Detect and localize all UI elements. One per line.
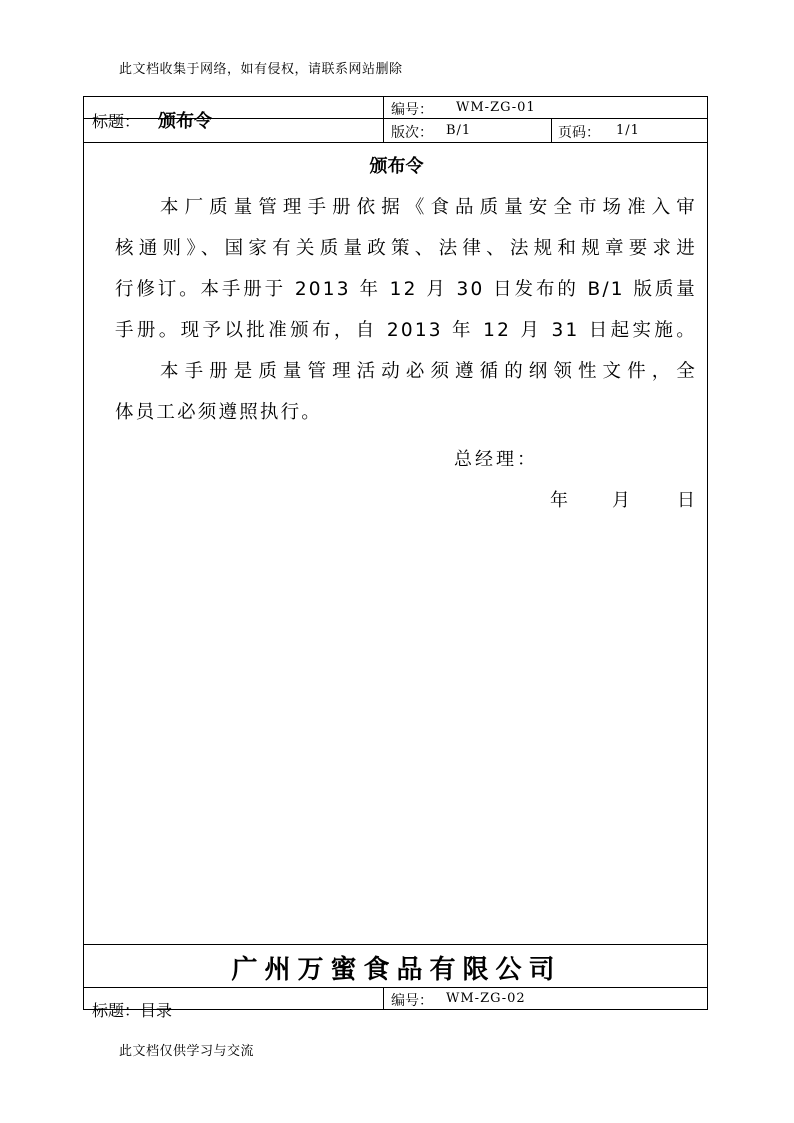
version-value: B/1 bbox=[446, 123, 472, 138]
code-value: WM-ZG-01 bbox=[456, 100, 536, 115]
date-year: 年 bbox=[550, 490, 571, 511]
next-code-label: 编号： bbox=[391, 993, 433, 1009]
paragraph-1-line: 行修订。本手册于 2013 年 12 月 30 日发布的 B/1 版质量 bbox=[115, 279, 697, 300]
footer-top-border bbox=[84, 944, 707, 945]
page-value: 1/1 bbox=[616, 123, 640, 138]
document-heading: 颁布令 bbox=[369, 156, 424, 177]
next-code-value: WM-ZG-02 bbox=[446, 991, 526, 1006]
version-label: 版次： bbox=[391, 125, 433, 141]
company-name: 广州万蜜食品有限公司 bbox=[231, 955, 562, 985]
paragraph-1-line: 本厂质量管理手册依据《食品质量安全市场准入审 bbox=[160, 197, 697, 218]
paragraph-1-line: 手册。现予以批准颁布，自 2013 年 12 月 31 日起实施。 bbox=[115, 320, 697, 341]
title-value: 颁布令 bbox=[158, 111, 212, 132]
code-label: 编号： bbox=[391, 102, 433, 118]
header-page-divider bbox=[551, 118, 552, 142]
header-bottom-border bbox=[84, 142, 707, 143]
paragraph-1-line: 核通则》、国家有关质量政策、法律、法规和规章要求进 bbox=[115, 238, 697, 259]
paragraph-1 bbox=[115, 187, 697, 351]
next-title-clip bbox=[84, 988, 383, 1020]
title-label: 标题： bbox=[92, 112, 141, 131]
next-title-partial: 标题：目录 bbox=[92, 1001, 173, 1020]
paragraph-2-line: 体员工必须遵照执行。 bbox=[115, 402, 323, 423]
header-column-divider bbox=[383, 97, 384, 142]
watermark-top: 此文档收集于网络，如有侵权，请联系网站删除 bbox=[119, 62, 403, 77]
next-header-column-divider bbox=[383, 987, 384, 1009]
date-month: 月 bbox=[612, 490, 633, 511]
paragraph-2-line: 本手册是质量管理活动必须遵循的纲领性文件，全 bbox=[160, 361, 697, 382]
signature-label: 总经理： bbox=[454, 449, 538, 470]
date-day: 日 bbox=[677, 490, 698, 511]
watermark-bottom: 此文档仅供学习与交流 bbox=[119, 1044, 255, 1059]
page-label: 页码： bbox=[558, 125, 600, 141]
paragraph-2 bbox=[115, 351, 697, 433]
document-frame bbox=[83, 96, 708, 1020]
